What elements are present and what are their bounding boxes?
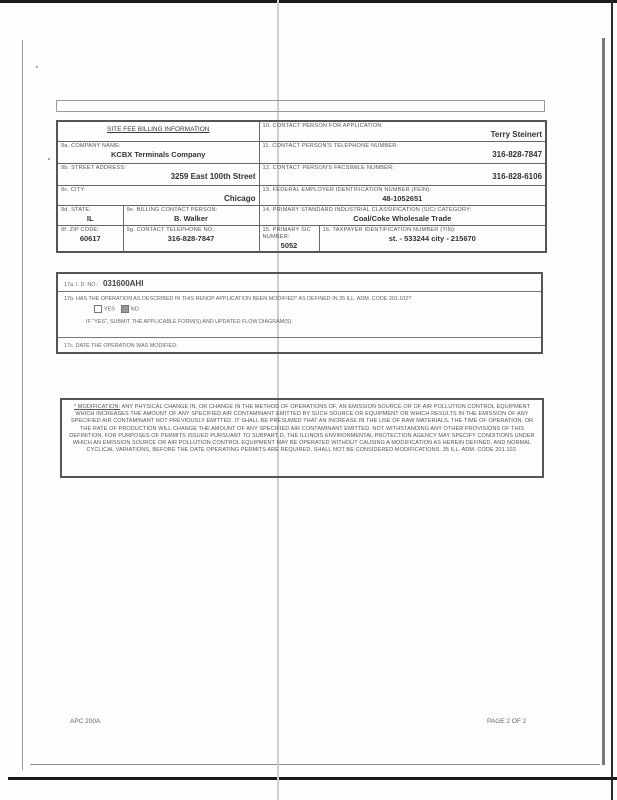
field-label: 9a. COMPANY NAME: [61, 143, 121, 149]
field-value: 3259 East 100th Street [170, 172, 256, 181]
modification-section [56, 272, 543, 354]
field-label: 10. CONTACT PERSON FOR APPLICATION: [262, 123, 384, 129]
definition-text [68, 404, 536, 454]
billing-telephone-field [123, 226, 259, 253]
field-label: 9b. STREET ADDRESS: [61, 165, 126, 171]
field-label: 16. TAXPAYER IDENTIFICATION NUMBER (TIN): [322, 227, 456, 233]
sic-number-field [259, 226, 319, 253]
field-label: 9e. BILLING CONTACT PERSON: [126, 207, 218, 213]
field-value: KCBX Terminals Company [111, 150, 206, 159]
field-value: 316-828-7847 [167, 234, 215, 243]
scan-edge-left [22, 40, 23, 770]
city-field [57, 186, 259, 206]
contact-person-field [259, 121, 546, 142]
yes-checkbox[interactable] [94, 305, 102, 313]
scan-edge-bottom [8, 777, 617, 780]
scan-edge-bottom-inner [30, 764, 600, 765]
company-name-field [57, 142, 259, 164]
field-value: IL [86, 214, 94, 223]
field-label: 9g. CONTACT TELEPHONE NO.: [126, 227, 216, 233]
field-value: Coal/Coke Wholesale Trade [353, 214, 452, 223]
contact-telephone-field [259, 142, 546, 164]
billing-section-title: SITE FEE BILLING INFORMATION [57, 121, 259, 142]
definition-heading: * MODIFICATION: [73, 404, 121, 410]
field-label: 13. FEDERAL EMPLOYER IDENTIFICATION NUMBER (FEIN): [262, 187, 432, 193]
billing-info-table [56, 120, 547, 253]
street-address-field [57, 164, 259, 186]
billing-contact-field [123, 206, 259, 226]
field-value: 316-828-6106 [492, 172, 543, 181]
no-checkbox[interactable] [121, 305, 129, 313]
fein-field [259, 186, 546, 206]
field-value: B. Walker [174, 214, 208, 223]
sic-category-field [259, 206, 546, 226]
field-label: 11. CONTACT PERSON'S TELEPHONE NUMBER: [262, 143, 399, 149]
field-label: 14. PRIMARY STANDARD INDUSTRIAL CLASSIFICATION (SIC) CATEGORY: [262, 207, 472, 213]
field-label: 17c. DATE THE OPERATION WAS MODIFIED: [64, 343, 178, 349]
date-modified-row [58, 338, 541, 354]
field-value: 316-828-7847 [492, 150, 543, 159]
field-value: 48-1052651 [382, 194, 423, 203]
field-label: 12. CONTACT PERSON'S FACSIMILE NUMBER: [262, 165, 395, 171]
modified-question-label: 17b. HAS THE OPERATION AS DESCRIBED IN THIS RENOP APPLICATION BEEN MODIFIED* AS DEFINED IN 35 ILL. ADM. CODE 201.102? [64, 296, 412, 302]
field-label: 17a. I. D. NO.: [64, 282, 99, 288]
field-value: 5052 [280, 241, 298, 250]
field-value: Chicago [223, 194, 256, 203]
scan-speck [48, 158, 50, 160]
yes-no-options [94, 305, 541, 313]
tin-field [319, 226, 546, 253]
header-strip [56, 100, 545, 112]
modified-question-row [58, 292, 541, 338]
field-value: Terry Steinert [490, 130, 543, 139]
scan-edge-right [602, 38, 605, 765]
zip-code-field [57, 226, 123, 253]
definition-box [60, 398, 544, 478]
yes-label: YES [104, 306, 115, 313]
instruction-text: IF "YES", SUBMIT THE APPLICABLE FORM(S) AND UPDATED FLOW DIAGRAM(S). [86, 319, 293, 326]
state-field [57, 206, 123, 226]
definition-body: ANY PHYSICAL CHANGE IN, OR CHANGE IN THE METHOD OF OPERATIONS OF, AN EMISSION SOURCE OR OF AIR POLLUTION CONTROL EQUIPMENT WHICH INCREASES THE AMOUNT OF ANY SPECIFIED AIR CONTAMINANT EMITTED BY SUCH SOURCE OR EQUIPMENT OR WHICH RESULTS IN THE EMISSION OF ANY SPECIFIED AIR CONTAMINANT NOT PREVIOUSLY EMITTED. IT SHALL BE PRESUMED THAT AN INCREASE IN THE USE OF RAW MATERIALS, THE TIME OF OPERATION, OR THE RATE OF PRODUCTION WILL CHANGE THE AMOUNT OF ANY SPECIFIED AIR CONTAMINANT EMITTED. NOT WITHSTANDING ANY OTHER PROVISIONS OF THIS DEFINITION, FOR PURPOSES OF PERMITS ISSUED PURSUANT TO SUBPART D, THE ILLINOIS ENVIRONMENTAL PROTECTION AGENCY MAY SPECIFY CONDITIONS UNDER WHICH AN EMISSION SOURCE OR AIR POLLUTION CONTROL EQUIPMENT MAY BE OPERATED WITHOUT CAUSING A MODIFICATION AS HEREIN DEFINED, AND NORMAL CYCLICAL VARIATIONS, BEFORE THE DATE OPERATING PERMITS ARE REQUIRED, SHALL NOT BE CONSIDERED MODIFICATIONS. 35 ILL. ADM. CODE 201.102. [69, 404, 535, 454]
id-number-value: 031600AHI [102, 279, 144, 288]
field-label: 9c. CITY: [61, 187, 86, 193]
field-value: st. - 533244 city - 215670 [388, 234, 476, 243]
scan-edge-top [0, 0, 617, 3]
page-number: PAGE 2 OF 2 [487, 718, 527, 725]
field-label: 9f. ZIP CODE: [61, 227, 100, 233]
form-id: APC 200A [70, 718, 101, 725]
id-number-row [58, 274, 541, 292]
no-label: NO [130, 306, 139, 313]
field-label: 9d. STATE: [61, 207, 92, 213]
scan-edge-right-outer [611, 0, 613, 800]
contact-fax-field [259, 164, 546, 186]
field-label: 15. PRIMARY SIC NUMBER: [262, 227, 312, 240]
field-value: 60617 [79, 234, 101, 243]
scan-speck [36, 66, 38, 68]
